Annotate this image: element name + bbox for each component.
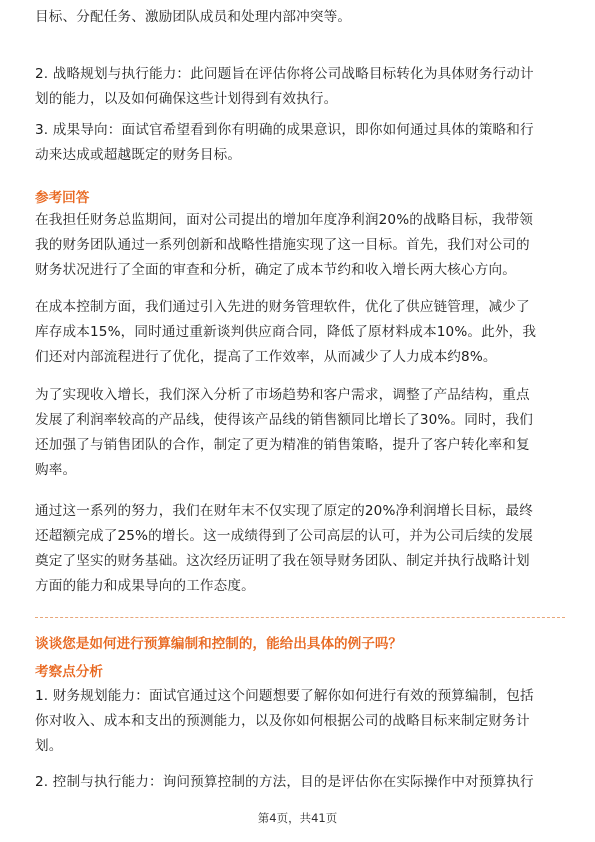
- text-line: 划的能力，以及如何确保这些计划得到有效执行。: [35, 91, 338, 107]
- text-line: 在成本控制方面，我们通过引入先进的财务管理软件，优化了供应链管理，减少了: [35, 299, 530, 315]
- text-line: 还超额完成了25%的增长。这一成绩得到了公司高层的认可，并为公司后续的发展: [35, 528, 533, 544]
- answer-paragraph-1: [35, 208, 565, 283]
- text-line: 方面的能力和成果导向的工作态度。: [35, 578, 255, 594]
- text-line: 动来达成或超越既定的财务目标。: [35, 147, 242, 163]
- text-line: 2. 战略规划与执行能力：此问题旨在评估你将公司战略目标转化为具体财务行动计: [35, 66, 534, 82]
- text-line: 我的财务团队通过一系列创新和战略性措施实现了这一目标。首先，我们对公司的: [35, 237, 530, 253]
- text-line: 通过这一系列的努力，我们在财年末不仅实现了原定的20%净利润增长目标，最终: [35, 503, 533, 519]
- answer-paragraph-2: [35, 295, 565, 370]
- text-line: 还加强了与销售团队的合作，制定了更为精准的销售策略，提升了客户转化率和复: [35, 437, 530, 453]
- analysis-heading: 考察点分析: [35, 664, 103, 680]
- text-line: 划。: [35, 738, 63, 754]
- text-line: 购率。: [35, 462, 77, 478]
- reference-answer-heading: 参考回答: [35, 190, 90, 206]
- text-line: 1. 财务规划能力：面试官通过这个问题想要了解你如何进行有效的预算编制，包括: [35, 688, 534, 704]
- text-line: 3. 成果导向：面试官希望看到你有明确的成果意识，即你如何通过具体的策略和行: [35, 122, 534, 138]
- analysis-point-2b: [35, 770, 565, 795]
- page-number-footer: 第4页，共41页: [257, 811, 338, 825]
- text-line: 奠定了坚实的财务基础。这次经历证明了我在领导财务团队、制定并执行战略计划: [35, 553, 530, 569]
- text-line: 2. 控制与执行能力：询问预算控制的方法，目的是评估你在实际操作中对预算执行: [35, 774, 534, 790]
- analysis-point-3: [35, 118, 565, 168]
- text-line: 在我担任财务总监期间，面对公司提出的增加年度净利润20%的战略目标，我带领: [35, 212, 533, 228]
- question-heading: 谈谈您是如何进行预算编制和控制的，能给出具体的例子吗？: [35, 636, 403, 652]
- text-line: 库存成本15%，同时通过重新谈判供应商合同，降低了原材料成本10%。此外，我: [35, 324, 537, 340]
- analysis-point-2: [35, 62, 565, 112]
- text-line: 财务状况进行了全面的审查和分析，确定了成本节约和收入增长两大核心方向。: [35, 262, 517, 278]
- text-line: 你对收入、成本和支出的预测能力，以及你如何根据公司的战略目标来制定财务计: [35, 713, 530, 729]
- section-divider: [35, 617, 565, 618]
- analysis-point-1: [35, 684, 565, 759]
- text-line: 为了实现收入增长，我们深入分析了市场趋势和客户需求，调整了产品结构，重点: [35, 387, 530, 403]
- answer-paragraph-4: [35, 499, 565, 599]
- text-line: 们还对内部流程进行了优化，提高了工作效率，从而减少了人力成本约8%。: [35, 349, 497, 365]
- intro-tail-paragraph: [35, 5, 565, 30]
- answer-paragraph-3: [35, 383, 565, 483]
- text-line: 发展了利润率较高的产品线，使得该产品线的销售额同比增长了30%。同时，我们: [35, 412, 533, 428]
- text-line: 目标、分配任务、激励团队成员和处理内部冲突等。: [35, 9, 352, 25]
